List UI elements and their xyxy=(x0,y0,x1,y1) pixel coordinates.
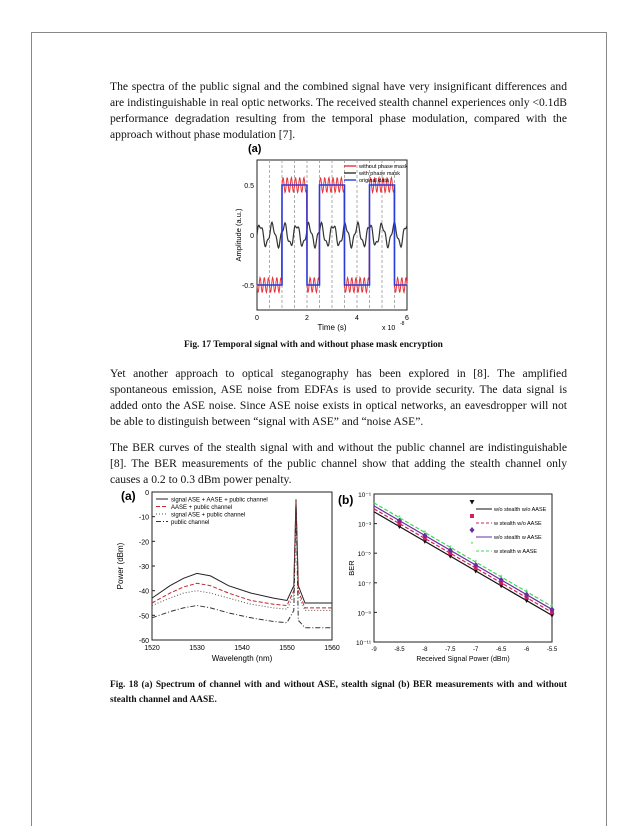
figure-18-caption: Fig. 18 (a) Spectrum of channel with and without ASE, stealth signal (b) BER measurements with and without stealth channel and AASE. xyxy=(110,680,567,705)
x-tick-label: -6.5 xyxy=(495,647,507,653)
legend-label: original data xyxy=(359,178,389,184)
legend-label: w/o stealth w AASE xyxy=(494,535,542,541)
y-tick-label: 10⁻⁹ xyxy=(357,610,371,618)
x-tick-label: 1530 xyxy=(189,645,205,652)
legend-marker: * xyxy=(470,541,474,549)
x-axis-label: Received Signal Power (dBm) xyxy=(416,656,510,663)
data-point: * xyxy=(550,603,554,611)
legend-label: without phase mask xyxy=(359,164,408,170)
legend-label: public channel xyxy=(171,520,210,526)
paragraph-3: The BER curves of the stealth signal with and without the public channel are indistinguishable [8]. The BER measurements of the public channel show that adding the stealth channel only causes a 0.2 to 0.3 dBm power penalty. xyxy=(110,441,567,486)
y-tick-label: -30 xyxy=(138,564,149,571)
x-tick-label: 2 xyxy=(305,315,309,322)
figure-18a-chart xyxy=(107,484,340,664)
legend-label: with phase mask xyxy=(359,171,400,177)
x-tick-label: 0 xyxy=(255,315,259,322)
x-tick-label: 1520 xyxy=(144,645,160,652)
data-point: * xyxy=(398,515,401,523)
legend-label: w/o stealth w/o AASE xyxy=(494,507,547,513)
legend-marker xyxy=(470,514,474,518)
x-tick-label: -8 xyxy=(422,647,428,653)
x-tick-label: 1540 xyxy=(234,645,250,652)
y-tick-label: -0.5 xyxy=(241,283,254,290)
x-tick-label: 1550 xyxy=(279,645,295,652)
data-point: * xyxy=(423,529,427,537)
x-tick-label: -6 xyxy=(523,647,530,653)
y-tick-label: 10⁻⁷ xyxy=(357,580,371,588)
y-tick-label: 0 xyxy=(250,233,254,240)
y-axis-label: BER xyxy=(347,560,356,576)
panel-label: (a) xyxy=(248,143,262,155)
legend-label: w stealth w/o AASE xyxy=(494,521,542,527)
x-exponent-label: x 10 xyxy=(382,325,396,332)
figure-17-chart xyxy=(232,138,412,335)
y-tick-label: -60 xyxy=(138,638,149,645)
x-tick-label: -9 xyxy=(371,647,377,653)
legend-label: signal ASE + AASE + public channel xyxy=(171,497,268,504)
x-tick-label: 1560 xyxy=(324,645,340,652)
data-point: * xyxy=(448,544,452,552)
y-tick-label: 10⁻¹ xyxy=(358,492,371,499)
data-point: * xyxy=(474,559,478,567)
legend-label: w stealth w AASE xyxy=(494,549,538,555)
y-tick-label: -40 xyxy=(138,588,149,596)
x-tick-label: -7 xyxy=(473,647,479,653)
y-tick-label: -50 xyxy=(138,613,149,621)
figure-18b-chart xyxy=(334,484,559,664)
x-tick-label: 4 xyxy=(355,315,359,322)
y-tick-label: 10⁻¹¹ xyxy=(356,640,371,647)
x-tick-label: -7.5 xyxy=(445,647,456,653)
y-tick-label: -20 xyxy=(138,539,149,547)
x-exponent: -8 xyxy=(400,321,405,327)
y-axis-label: Power (dBm) xyxy=(116,542,125,590)
figure-17-caption: Fig. 17 Temporal signal with and without phase mask encryption xyxy=(184,340,443,350)
x-axis-label: Time (s) xyxy=(317,323,347,332)
y-tick-label: 10⁻³ xyxy=(358,521,371,529)
panel-label: (b) xyxy=(338,493,354,507)
data-point: * xyxy=(499,574,503,582)
x-axis-label: Wavelength (nm) xyxy=(211,654,273,663)
paragraph-2: Yet another approach to optical steganography has been explored in [8]. The amplified spontaneous emission, ASE noise from EDFAs is used to provide security. The data signal is added onto the ASE noise. Since ASE noise exists in optical networks, an eavesdropper will not be able to distinguish between “signal with ASE” and “noise ASE”. xyxy=(110,367,567,428)
panel-label: (a) xyxy=(121,489,136,503)
y-tick-label: 10⁻⁵ xyxy=(357,551,371,559)
data-point: * xyxy=(525,589,528,597)
legend-label: signal ASE + public channel xyxy=(171,512,246,519)
x-tick-label: 6 xyxy=(405,315,409,322)
y-tick-label: -10 xyxy=(138,514,149,522)
legend-label: AASE + public channel xyxy=(171,505,233,511)
paragraph-1: The spectra of the public signal and the combined signal have very insignificant differences and are indistinguishable in real optic networks. The received stealth channel experiences only <0.1dB performance degradation resulting from the temporal phase modulation, compared with the approach without phase modulation [7]. xyxy=(110,80,567,141)
y-tick-label: 0 xyxy=(145,490,149,497)
x-tick-label: -5.5 xyxy=(546,647,558,653)
y-tick-label: 0.5 xyxy=(244,183,254,190)
x-tick-label: -8.5 xyxy=(394,647,405,653)
y-axis-label: Amplitude (a.u.) xyxy=(234,208,243,262)
